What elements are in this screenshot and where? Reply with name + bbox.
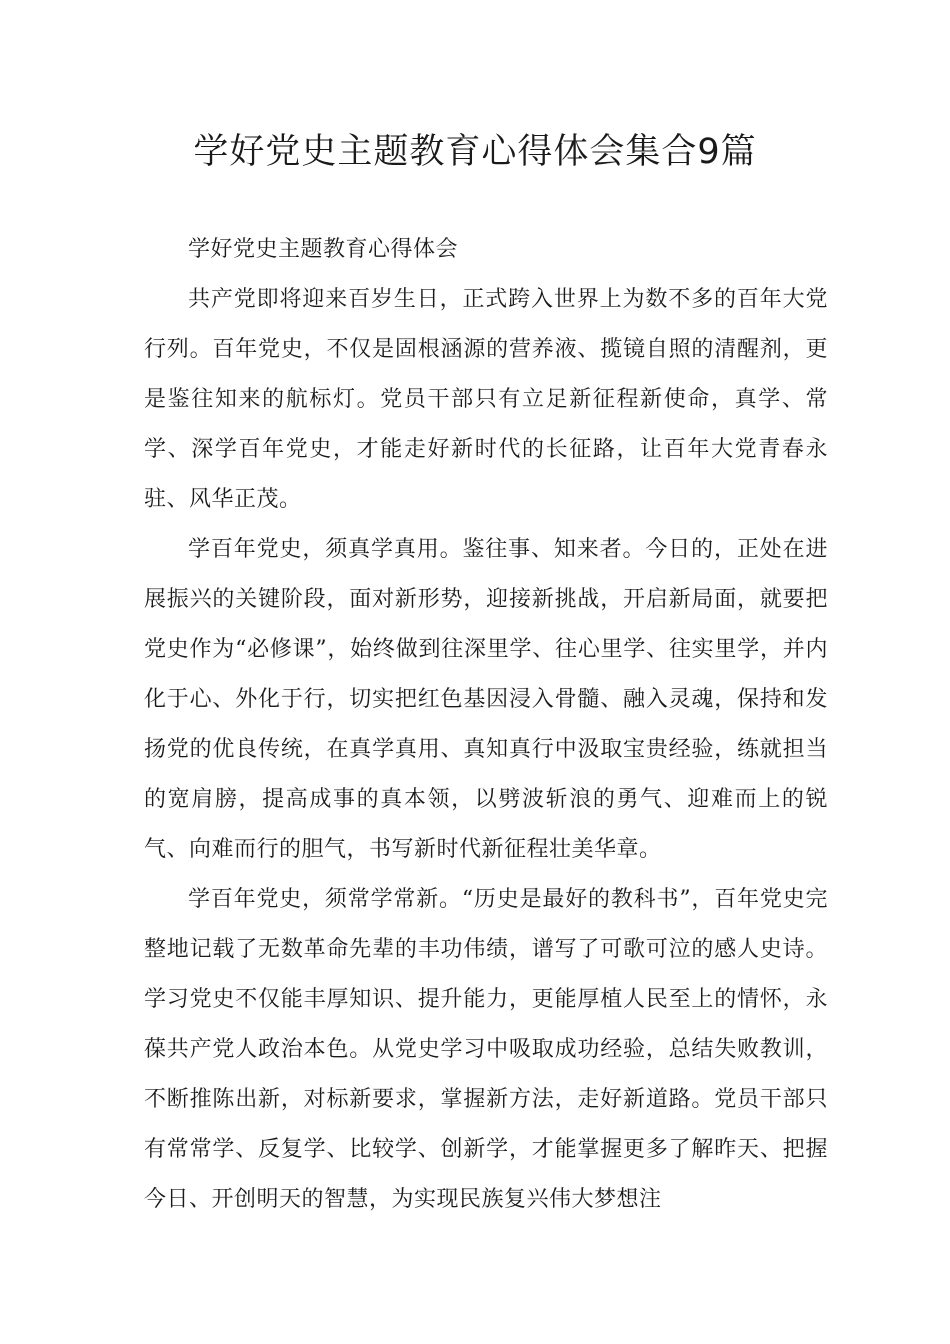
paragraph: 学百年党史，须常学常新。“历史是最好的教科书”，百年党史完整地记载了无数革命先辈的丰功伟绩，谱写了可歌可泣的感人史诗。学习党史不仅能丰厚知识、提升能力，更能厚植人民至上的情怀，永葆共产党人政治本色。从党史学习中吸取成功经验，总结失败教训，不断推陈出新，对标新要求，掌握新方法，走好新道路。党员干部只有常常学、反复学、比较学、创新学，才能掌握更多了解昨天、把握今日、开创明天的智慧，为实现民族复兴伟大梦想注 [144,887,828,1212]
paragraph: 共产党即将迎来百岁生日，正式跨入世界上为数不多的百年大党行列。百年党史，不仅是固根涵源的营养液、揽镜自照的清醒剂，更是鉴往知来的航标灯。党员干部只有立足新征程新使命，真学、常学、深学百年党史，才能走好新时代的长征路，让百年大党青春永驻、风华正茂。 [144,287,828,512]
paragraph: 学百年党史，须真学真用。鉴往事、知来者。今日的，正处在进展振兴的关键阶段，面对新形势，迎接新挑战，开启新局面，就要把党史作为“必修课”，始终做到往深里学、往心里学、往实里学，并内化于心、外化于行，切实把红色基因浸入骨髓、融入灵魂，保持和发扬党的优良传统，在真学真用、真知真行中汲取宝贵经验，练就担当的宽肩膀，提高成事的真本领，以劈波斩浪的勇气、迎难而上的锐气、向难而行的胆气，书写新时代新征程壮美华章。 [144,537,828,862]
document-title: 学好党史主题教育心得体会集合9篇 [193,132,757,172]
document-body [144,225,828,1225]
section-subtitle: 学好党史主题教育心得体会 [188,237,459,262]
